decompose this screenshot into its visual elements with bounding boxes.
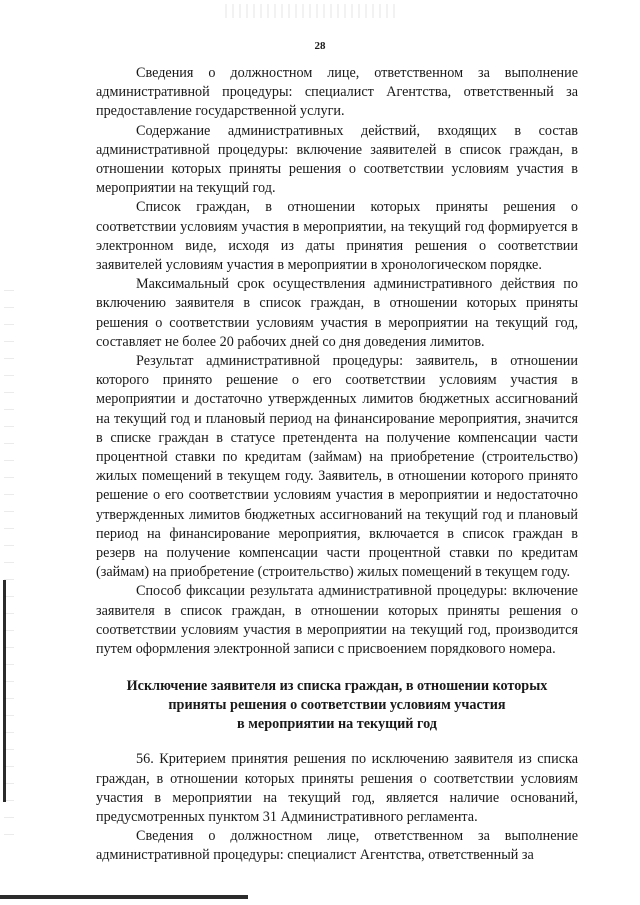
section-heading-line-3: в мероприятии на текущий год	[237, 716, 437, 733]
section-heading-line-2: приняты решения о соответствии условиям участия	[168, 697, 506, 714]
paragraph-content-of-actions: Содержание административных действий, входящих в состав административной процедуры: включение заявителей в список граждан, в отношении которых приняты решения о соответствии условиям участия в мероприятии на текущий год.	[96, 122, 578, 197]
page-number: 28	[314, 40, 326, 52]
paragraph-responsible-official: Сведения о должностном лице, ответственном за выполнение административной процедуры: специалист Агентства, ответственный за предоставление государственной услуги.	[96, 65, 578, 120]
scan-edge-specks	[4, 290, 14, 850]
section-heading	[96, 677, 578, 734]
paragraph-max-term: Максимальный срок осуществления административного действия по включению заявителя в список граждан, в отношении которых приняты решения о соответствии условиям участия в мероприятии на текущий год, составляет не более 20 рабочих дней со дня доведения лимитов.	[96, 276, 578, 350]
paragraph-responsible-official-2: Сведения о должностном лице, ответственном за выполнение административной процедуры: специалист Агентства, ответственный за	[96, 828, 578, 864]
paragraph-fixation-method: Способ фиксации результата административной процедуры: включение заявителя в список граждан, в отношении которых приняты решения о соответствии условиям участия в мероприятии на текущий год, производится путем оформления электронной записи с присвоением порядкового номера.	[96, 583, 578, 658]
section-heading-line-1: Исключение заявителя из списка граждан, в отношении которых	[126, 678, 548, 695]
paragraph-56-criterion: 56. Критерием принятия решения по исключению заявителя из списка граждан, в отношении которых приняты решения о соответствии условиям участия в мероприятии на текущий год, является наличие оснований, предусмотренных пунктом 31 Административного регламента.	[96, 751, 578, 825]
scan-artifact-top	[225, 4, 395, 18]
scan-edge-bar-bottom	[0, 895, 248, 899]
paragraph-procedure-result: Результат административной процедуры: заявитель, в отношении которого принято решение о его соответствии условиям участия в мероприятии и достаточно утвержденных лимитов бюджетных ассигнований на текущий год и плановый период на финансирование мероприятия, значится в списке граждан в статусе претендента на получение компенсации части процентной ставки по кредитам (займам) на приобретение (строительство) жилых помещений в текущем году. Заявитель, в отношении которого принято решение о его соответствии условиям участия в мероприятии и недостаточно утвержденных лимитов бюджетных ассигнований на текущий год и плановый период на финансирование мероприятия, включается в список граждан в резерв на получение компенсации части процентной ставки по кредитам (займам) на приобретение (строительство) жилых помещений в текущем году.	[96, 353, 578, 581]
document-body	[96, 64, 578, 866]
paragraph-list-of-citizens: Список граждан, в отношении которых приняты решения о соответствии условиям участия в мероприятии, на текущий год формируется в электронном виде, исходя из даты принятия решения о соответствии заявителей условиям участия в мероприятии в хронологическом порядке.	[96, 199, 578, 274]
